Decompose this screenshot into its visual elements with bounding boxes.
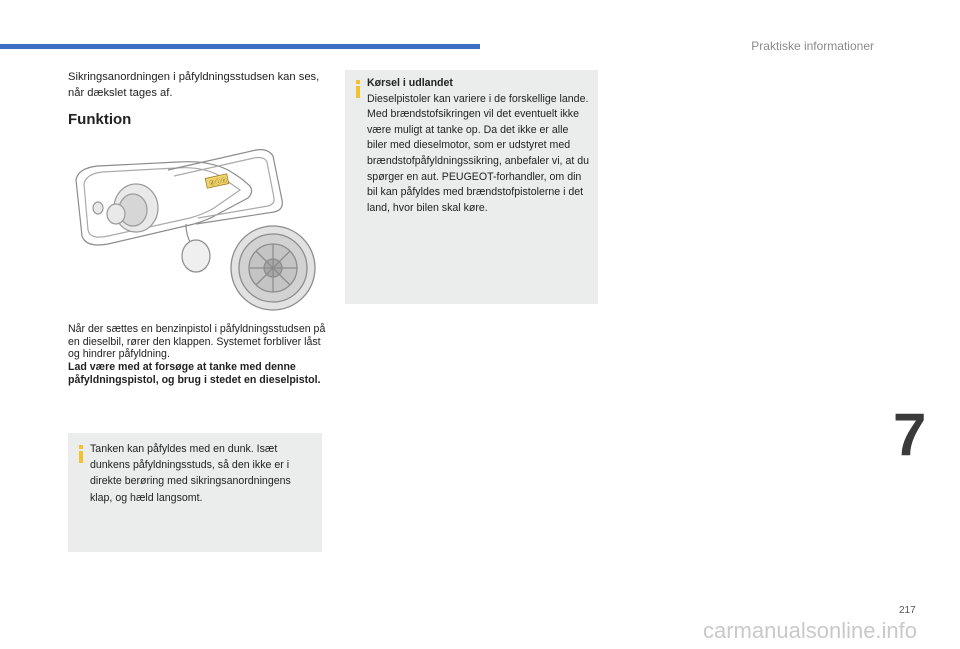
section-heading: Funktion [68, 111, 132, 128]
function-paragraph: Når der sættes en benzinpistol i påfyldningsstudsen på en dieselbil, rører den klappen. Systemet forbliver låst og hindrer påfyldning. [68, 323, 326, 361]
note-box-refill [68, 433, 322, 552]
svg-text:ⓓⓘⓔ: ⓓⓘⓔ [208, 177, 228, 188]
header-title: Praktiske informationer [751, 39, 874, 53]
body-text [68, 323, 328, 387]
note-abroad-text: Dieselpistoler kan variere i de forskellige lande. Med brændstofsikringen vil det eventuelt ikke være muligt at tanke op. Da det ikke er alle biler med dieselmotor, som er udstyret med brændstofpåfyldningssikring, anbefaler vi, at du spørger en aut. PEUGEOT-forhandler, om din bil kan påfyldes med brændstofpistolerne i det land, hvor bilen skal køre. [367, 92, 590, 214]
note-abroad-title: Kørsel i udlandet [367, 77, 453, 89]
warning-text: Lad være med at forsøge at tanke med denne påfyldningspistol, og brug i stedet en dieselpistol. [68, 361, 321, 386]
info-icon [353, 80, 363, 98]
header-accent-rule [0, 44, 480, 49]
info-icon [76, 445, 86, 463]
fuel-filler-illustration [68, 140, 328, 318]
watermark: carmanualsonline.info [703, 618, 918, 643]
intro-text: Sikringsanordningen i påfyldningsstudsen kan ses, når dækslet tages af. [68, 71, 320, 99]
note-refill-text: Tanken kan påfyldes med en dunk. Isæt dunkens påfyldningsstuds, så den ikke er i direkte berøring med sikringsanordningens klap, og hæld langsomt. [90, 443, 291, 504]
page-number: 217 [899, 605, 916, 616]
note-box-abroad [345, 70, 598, 304]
chapter-number: 7 [893, 401, 927, 468]
note-abroad-content [367, 76, 590, 216]
